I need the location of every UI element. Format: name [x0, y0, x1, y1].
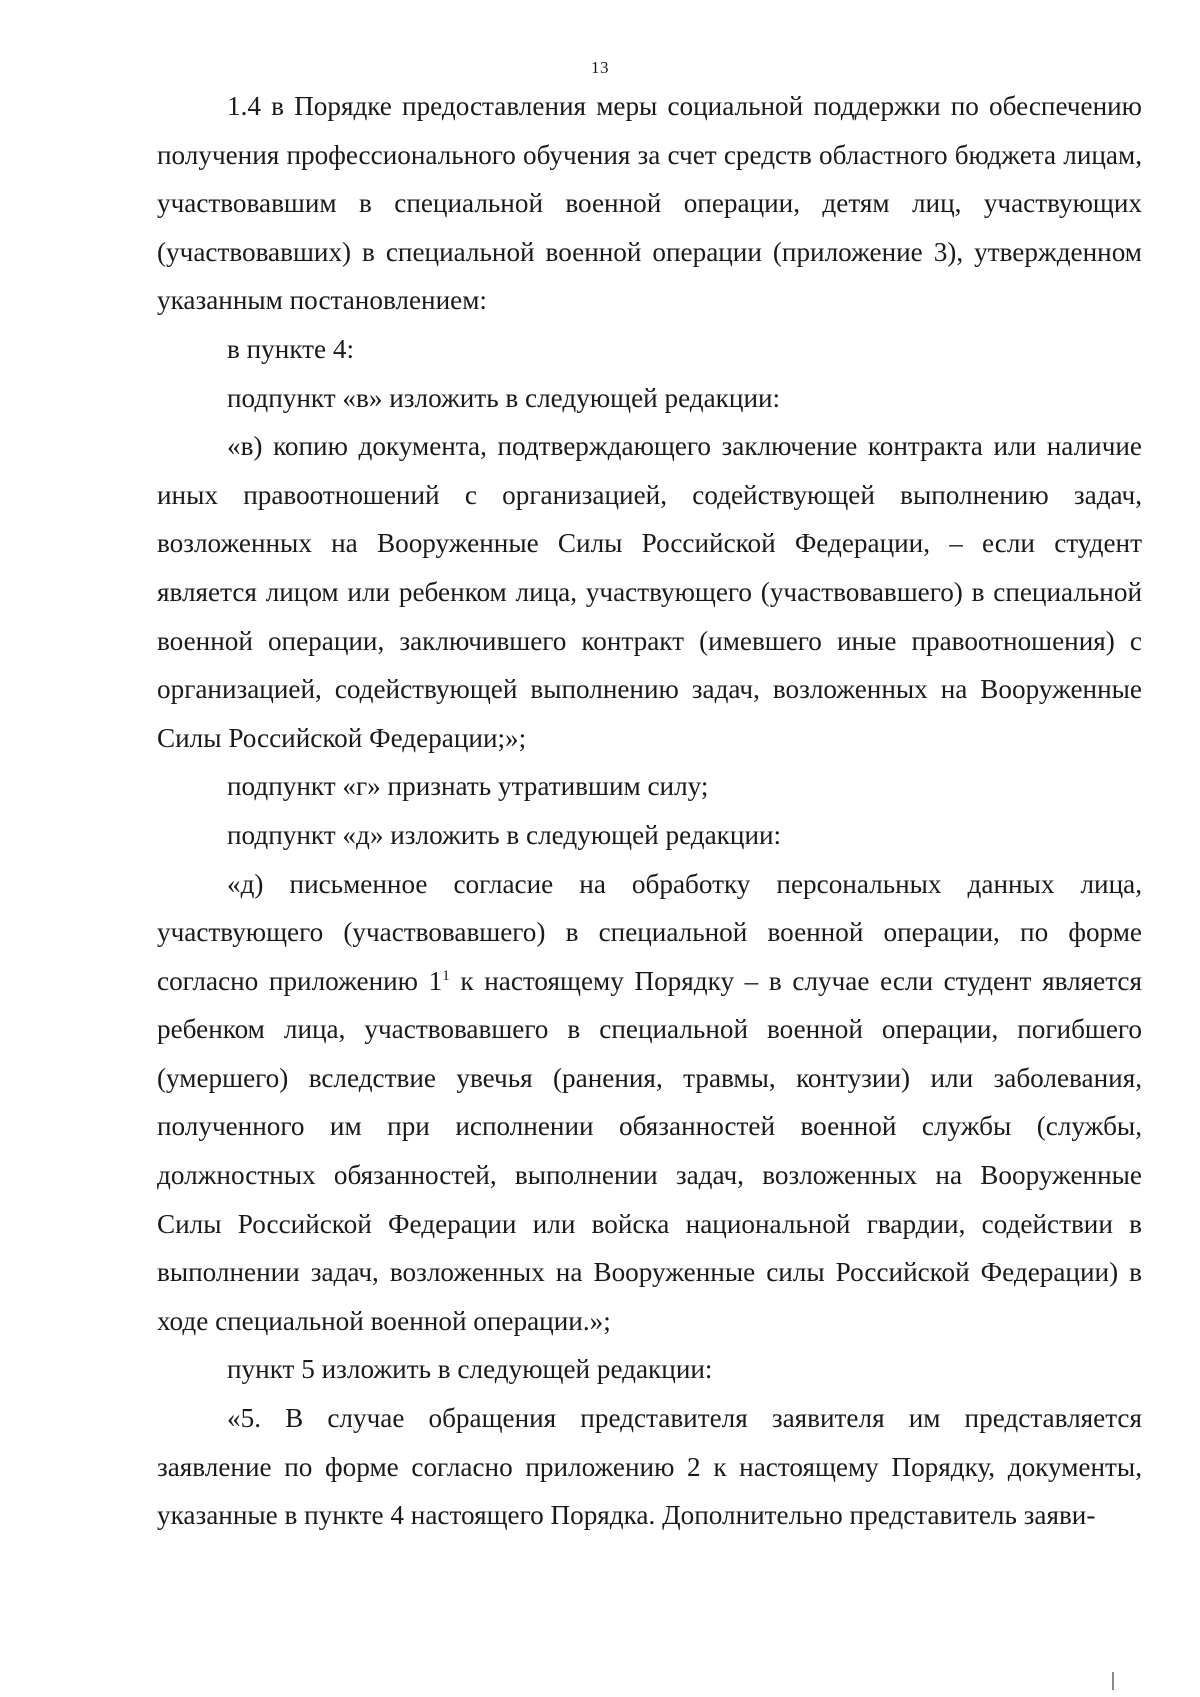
paragraph-subpoint-d-intro: подпункт «д» изложить в следующей редакции: [227, 819, 782, 850]
paragraph-point-5-text: «5. В случае обращения представителя заявителя им представляется заявление по форме согласно приложению 2 к настоящему Порядку, документы, указанные в пункте 4 настоящего Порядка. Дополнительно представитель заяви- [157, 1403, 1142, 1531]
paragraph-subpoint-d-text [157, 860, 1142, 1346]
document-body [157, 82, 1142, 1540]
paragraph-subpoint-v-text: «в) копию документа, подтверждающего заключение контракта или наличие иных правоотношений с организацией, содействующей выполнению задач, возложенных на Вооруженные Силы Российской Федерации, – если студент является лицом или ребенком лица, участвующего (участвовавшего) в специальной военной операции, заключившего контракт (имевшего иные правоотношения) с организацией, содействующей выполнению задач, возложенных на Вооруженные Силы Российской Федерации;»; [157, 431, 1142, 753]
scan-edge-mark [1112, 1672, 1114, 1690]
paragraph-subpoint-d-text-part1: «д) письменное согласие на обработку персональных данных лица, участвующего (участвовавшего) в специальной военной операции, по форме согласно приложению 1 [157, 868, 1142, 996]
paragraph-subpoint-d-text-part2: к настоящему Порядку – в случае если студент является ребенком лица, участвовавшего в специальной военной операции, погибшего (умершего) вследствие увечья (ранения, травмы, контузии) или заболевания, полученного им при исполнении обязанностей военной службы (службы, должностных обязанностей, выполнении задач, возложенных на Вооруженные Силы Российской Федерации или войска национальной гвардии, содействии в выполнении задач, возложенных на Вооруженные силы Российской Федерации) в ходе специальной военной операции.»; [157, 965, 1142, 1336]
paragraph-subpoint-v-intro: подпункт «в» изложить в следующей редакции: [227, 382, 781, 413]
superscript-footnote: 1 [442, 967, 450, 984]
page-number: 13 [591, 58, 609, 77]
paragraph-subpoint-g: подпункт «г» признать утратившим силу; [227, 771, 709, 802]
paragraph-point-4: в пункте 4: [227, 333, 355, 364]
paragraph-1-4: 1.4 в Порядке предоставления меры социальной поддержки по обеспечению получения профессионального обучения за счет средств областного бюджета лицам, участвовавшим в специальной военной операции, детям лиц, участвующих (участвовавших) в специальной военной операции (приложение 3), утвержденном указанным постановлением: [157, 91, 1142, 316]
paragraph-point-5-intro: пункт 5 изложить в следующей редакции: [227, 1354, 713, 1385]
